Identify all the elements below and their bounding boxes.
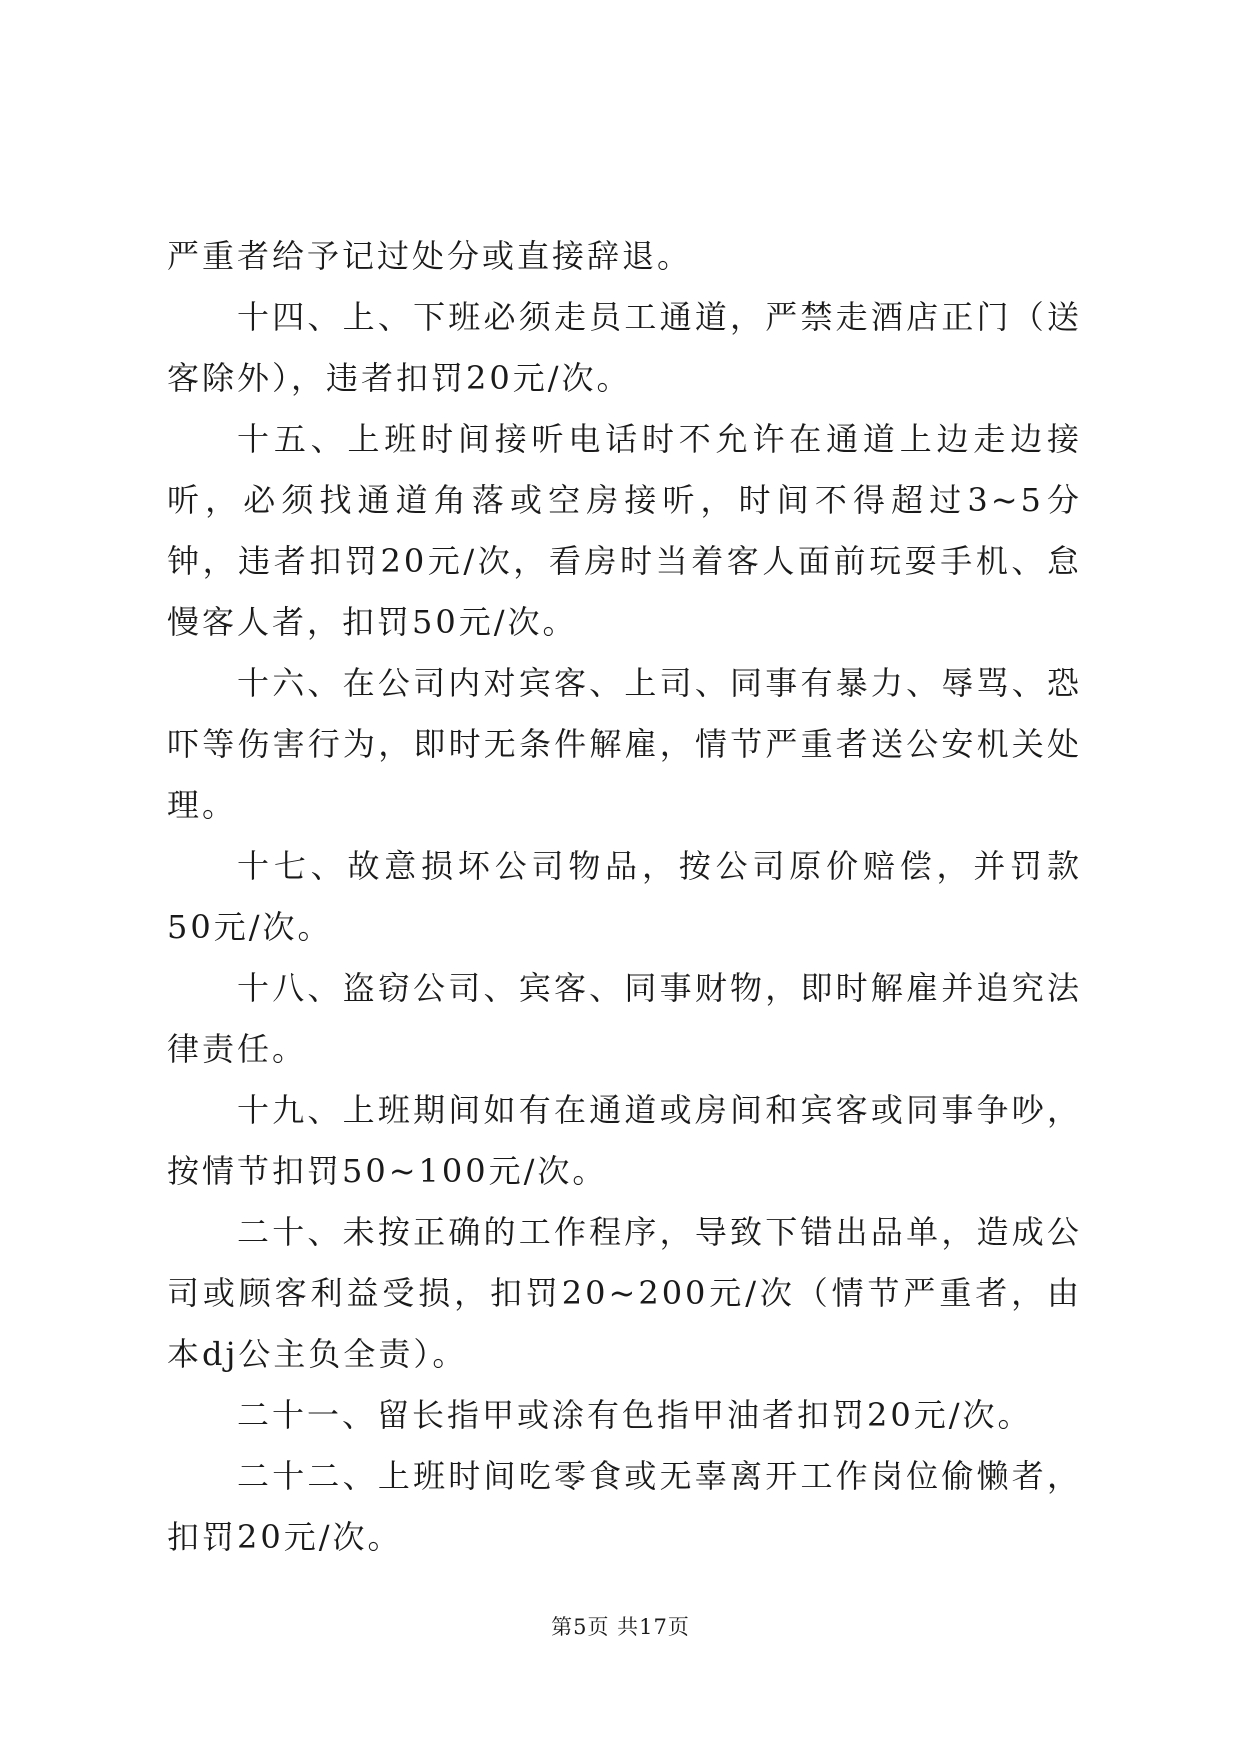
paragraph-rule-20: 二十、未按正确的工作程序，导致下错出品单，造成公司或顾客利益受损，扣罚20~200元/次（情节严重者，由本dj公主负全责）。 [167, 1213, 1082, 1373]
paragraph-rule-18: 十八、盗窃公司、宾客、同事财物，即时解雇并追究法律责任。 [167, 969, 1082, 1068]
paragraph-rule-21: 二十一、留长指甲或涂有色指甲油者扣罚20元/次。 [237, 1396, 1033, 1434]
page-number-footer: 第5页 共17页 [551, 1615, 690, 1639]
document-body [167, 226, 1082, 1568]
paragraph-rule-15: 十五、上班时间接听电话时不允许在通道上边走边接听，必须找通道角落或空房接听，时间不得超过3~5分钟，违者扣罚20元/次，看房时当着客人面前玩耍手机、怠慢客人者，扣罚50元/次。 [167, 420, 1082, 641]
paragraph-continuation: 严重者给予记过处分或直接辞退。 [167, 237, 693, 275]
paragraph-rule-19: 十九、上班期间如有在通道或房间和宾客或同事争吵，按情节扣罚50~100元/次。 [167, 1091, 1082, 1190]
paragraph-rule-22: 二十二、上班时间吃零食或无辜离开工作岗位偷懒者，扣罚20元/次。 [167, 1457, 1082, 1556]
paragraph-rule-16: 十六、在公司内对宾客、上司、同事有暴力、辱骂、恐吓等伤害行为，即时无条件解雇，情节严重者送公安机关处理。 [167, 664, 1082, 824]
paragraph-rule-17: 十七、故意损坏公司物品，按公司原价赔偿，并罚款50元/次。 [167, 847, 1082, 946]
paragraph-rule-14: 十四、上、下班必须走员工通道，严禁走酒店正门（送客除外），违者扣罚20元/次。 [167, 298, 1082, 397]
